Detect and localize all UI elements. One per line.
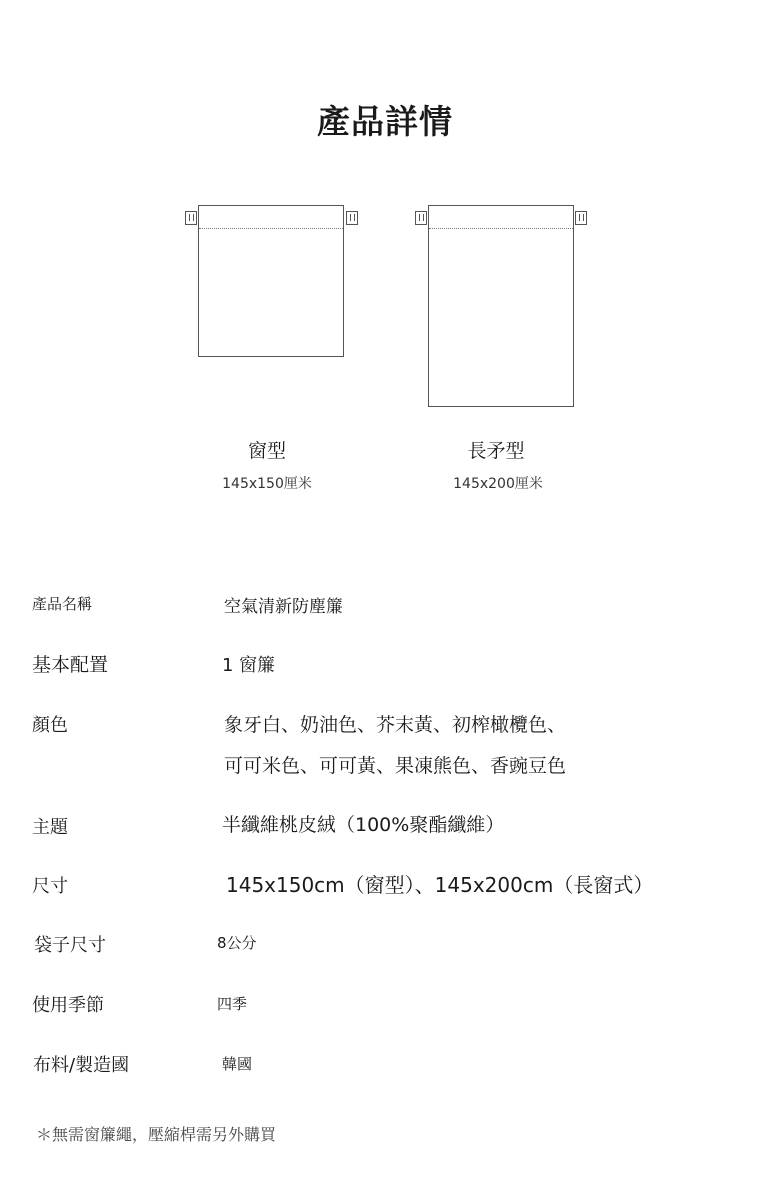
spec-value-basic-config: 1 窗簾 (222, 655, 276, 676)
spec-label-bag-size: 袋子尺寸 (34, 935, 106, 956)
spec-value-size: 145x150cm（窗型）、145x200cm（長窗式） (226, 873, 654, 897)
spec-value-fabric-origin: 韓國 (222, 1055, 253, 1073)
spec-label-fabric-origin: 布料/製造國 (33, 1055, 130, 1076)
rod-end-right-icon (346, 211, 358, 225)
rod-end-left-icon (185, 211, 197, 225)
spec-value-bag-size: 8公分 (217, 934, 257, 952)
window-type-size: 145x150厘米 (222, 476, 312, 492)
rod-pocket-line (429, 228, 573, 229)
spec-value-product-name: 空氣清新防塵簾 (224, 597, 343, 617)
spec-value-theme: 半纖維桃皮絨（100%聚酯纖維） (222, 814, 505, 836)
window-curtain-illustration (183, 205, 358, 357)
spec-value-color-line1: 象牙白、奶油色、芥末黃、初榨橄欖色、 (224, 714, 567, 736)
spec-label-basic-config: 基本配置 (32, 654, 109, 676)
long-curtain-illustration (413, 205, 590, 408)
footnote: ＊無需窗簾繩，壓縮桿需另外購買 (36, 1125, 277, 1144)
spec-value-season: 四季 (217, 995, 248, 1013)
spec-label-size: 尺寸 (32, 876, 68, 897)
curtain-panel (428, 205, 574, 407)
spec-label-season: 使用季節 (32, 995, 104, 1016)
spec-label-product-name: 產品名稱 (32, 595, 93, 613)
rod-pocket-line (199, 228, 343, 229)
rod-end-left-icon (415, 211, 427, 225)
spec-label-color: 顏色 (32, 715, 68, 736)
long-type-size: 145x200厘米 (453, 476, 543, 492)
window-type-name: 窗型 (247, 440, 286, 462)
rod-end-right-icon (575, 211, 587, 225)
long-type-name: 長矛型 (467, 440, 525, 462)
page-title: 產品詳情 (317, 102, 453, 141)
spec-value-color-line2: 可可米色、可可黃、果凍熊色、香豌豆色 (224, 755, 567, 777)
spec-label-theme: 主題 (32, 817, 68, 838)
curtain-panel (198, 205, 344, 357)
